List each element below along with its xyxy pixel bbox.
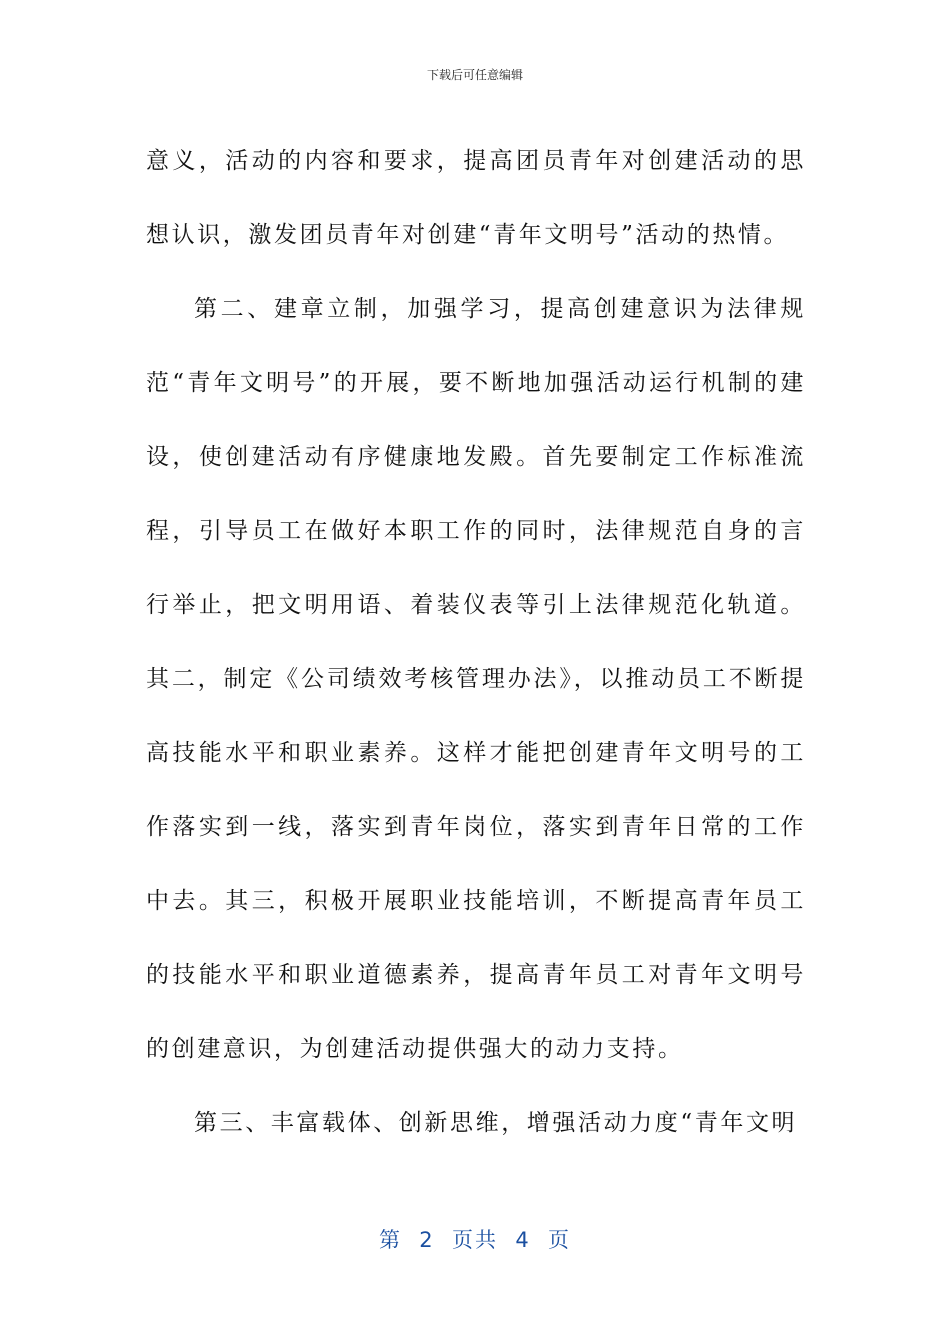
page-number-footer: 第 2 页共 4 页 <box>378 1228 572 1252</box>
paragraph-1: 意义，活动的内容和要求，提高团员青年对创建活动的思想认识，激发团员青年对创建“青年文明号”活动的热情。 <box>146 148 806 248</box>
page-header-note: 下载后可任意编辑 <box>426 68 523 82</box>
paragraph-2: 第二、建章立制，加强学习，提高创建意识为法律规范“青年文明号”的开展，要不断地加强活动运行机制的建设，使创建活动有序健康地发殿。首先要制定工作标准流程，引导员工在做好本职工作的同时，法律规范自身的言行举止，把文明用语、着装仪表等引上法律规范化轨道。其二，制定《公司绩效考核管理办法》，以推动员工不断提高技能水平和职业素养。这样才能把创建青年文明号的工作落实到一线，落实到青年岗位，落实到青年日常的工作中去。其三，积极开展职业技能培训，不断提高青年员工的技能水平和职业道德素养，提高青年员工对青年文明号的创建意识，为创建活动提供强大的动力支持。 <box>146 296 806 1062</box>
paragraph-3: 第三、丰富载体、创新思维，增强活动力度“青年文明 <box>194 1110 798 1136</box>
document-body <box>146 124 806 1160</box>
